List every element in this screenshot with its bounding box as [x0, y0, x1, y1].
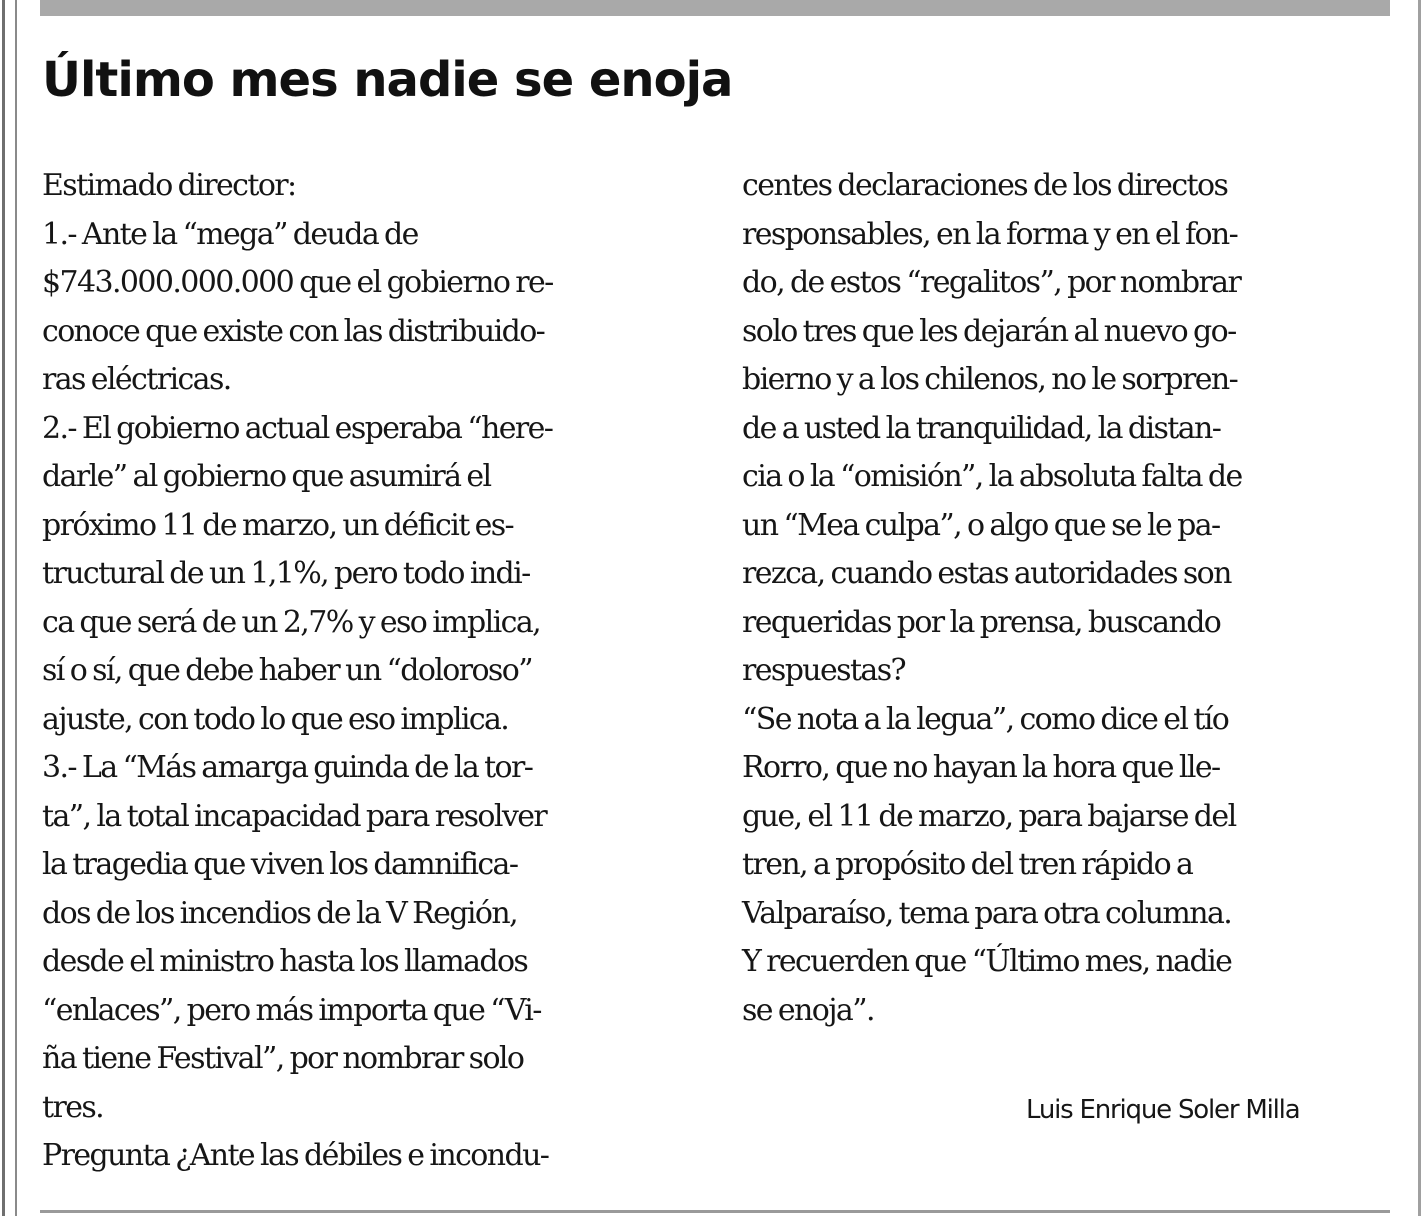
page-border-inner: [15, 0, 17, 1216]
text-line: de a usted la tranquilidad, la distan-: [742, 410, 1221, 446]
text-line: darle” al gobierno que asumirá el: [42, 459, 491, 494]
text-line: Estimado director:: [42, 168, 296, 203]
article-column-left: [42, 162, 692, 1181]
text-line: Rorro, que no hayan la hora que lle-: [742, 750, 1220, 785]
section-header-bar: [40, 0, 1390, 16]
text-line: rezca, cuando estas autoridades son: [742, 556, 1231, 591]
text-line: se enoja”.: [742, 992, 874, 1028]
text-line: tres.: [42, 1089, 104, 1125]
text-line: cia o la “omisión”, la absoluta falta de: [742, 459, 1242, 494]
bottom-divider: [40, 1210, 1390, 1213]
text-line: 3.- La “Más amarga guinda de la tor-: [42, 750, 533, 785]
text-line: ña tiene Festival”, por nombrar solo: [42, 1041, 524, 1076]
text-line: próximo 11 de marzo, un déficit es-: [42, 507, 514, 543]
text-line: la tragedia que viven los damnifica-: [42, 847, 518, 882]
text-line: Valparaíso, tema para otra columna.: [742, 895, 1232, 931]
text-line: requeridas por la prensa, buscando: [742, 604, 1221, 640]
text-line: ca que será de un 2,7% y eso implica,: [42, 604, 541, 640]
text-line: responsables, en la forma y en el fon-: [742, 216, 1238, 252]
page-border-right: [1418, 0, 1421, 1216]
text-line: tren, a propósito del tren rápido a: [742, 847, 1193, 882]
text-line: desde el ministro hasta los llamados: [42, 944, 528, 979]
text-line: Y recuerden que “Último mes, nadie: [742, 944, 1232, 979]
text-line: tructural de un 1,1%, pero todo indi-: [42, 556, 530, 591]
text-line: $743.000.000.000 que el gobierno re-: [42, 265, 553, 300]
author-signature: Luis Enrique Soler Milla: [1026, 1095, 1300, 1125]
text-line: “enlaces”, pero más importa que “Vi-: [42, 992, 541, 1028]
text-line: Pregunta ¿Ante las débiles e incondu-: [42, 1138, 549, 1173]
text-line: conoce que existe con las distribuido-: [42, 313, 545, 349]
text-line: ras eléctricas.: [42, 362, 231, 397]
article-headline: Último mes nadie se enoja: [42, 52, 733, 108]
text-line: gue, el 11 de marzo, para bajarse del: [742, 798, 1236, 834]
article-column-right: [742, 162, 1402, 1035]
text-line: respuestas?: [742, 653, 905, 688]
text-line: do, de estos “regalitos”, por nombrar: [742, 265, 1241, 300]
text-line: un “Mea culpa”, o algo que se le pa-: [742, 507, 1220, 543]
text-line: centes declaraciones de los directos: [742, 168, 1228, 203]
text-line: solo tres que les dejarán al nuevo go-: [742, 313, 1236, 349]
text-line: 2.- El gobierno actual esperaba “here-: [42, 410, 553, 446]
text-line: 1.- Ante la “mega” deuda de: [42, 216, 418, 252]
text-line: dos de los incendios de la V Región,: [42, 895, 518, 931]
text-line: sí o sí, que debe haber un “doloroso”: [42, 653, 532, 688]
text-line: “Se nota a la legua”, como dice el tío: [742, 701, 1229, 737]
text-line: ta”, la total incapacidad para resolver: [42, 798, 547, 834]
text-line: bierno y a los chilenos, no le sorpren-: [742, 362, 1238, 397]
page-border-left: [2, 0, 5, 1216]
text-line: ajuste, con todo lo que eso implica.: [42, 701, 509, 737]
